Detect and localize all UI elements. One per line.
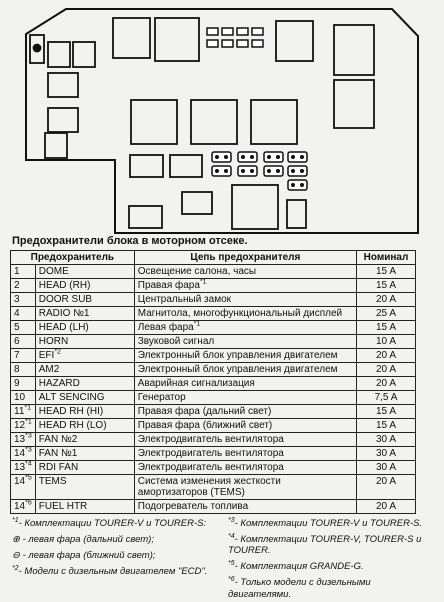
relay-block [334,25,374,75]
fuse-circuit: Правая фара (ближний свет) [134,419,356,433]
fuse-rating: 7,5 A [357,391,416,405]
fuse-rating: 20 A [357,349,416,363]
fuse-name: DOME [35,265,134,279]
fuse-slot [73,42,95,67]
footnote-mark: *1 [24,404,32,412]
fuse-rating: 20 A [357,475,416,500]
fuse-name: HORN [35,335,134,349]
fuse-slot [170,155,202,177]
fuse-name: RDI FAN [35,461,134,475]
fuse-name: HEAD (LH) [35,321,134,335]
fuse-number: 2 [11,279,36,293]
footnote: $^{*5}$- Комплектация GRANDE-G. [228,560,364,573]
fuse-number: 8 [11,363,36,377]
footnote-mark: *1 [193,320,201,328]
fuse-number: 5 [11,321,36,335]
table-row [11,391,416,405]
fuse-number: 14$^{*5}$ [11,475,36,500]
footnote: $^{*1}$- Комплектации TOURER-V и TOURER-S: [12,517,207,530]
fuse-slot [130,155,163,177]
table-row [11,321,416,335]
fuse-slot [48,42,70,67]
footnote-mark: *4 [25,460,32,468]
table-row [11,349,416,363]
table-row [11,447,416,461]
fuse-circuit: Система изменения жесткости амортизаторов (TEMS) [134,475,356,500]
fuse-slot [287,200,306,228]
footnote-mark: *3 [25,446,32,454]
table-row [11,377,416,391]
fuse-circuit: Электронный блок управления двигателем [134,363,356,377]
footnote-mark: *1 [199,278,207,286]
relay-block [155,18,199,61]
fuse-name: FAN №2 [35,433,134,447]
table-row [11,307,416,321]
fuse-number: 4 [11,307,36,321]
fuse-number: 3 [11,293,36,307]
fuse-table-body [11,265,416,514]
footnotes-right [228,515,432,602]
fuse-rating: 30 A [357,461,416,475]
relay-block [191,100,237,144]
column-header-fuse: Предохранитель [11,251,135,265]
fuse-rating: 15 A [357,419,416,433]
relay-block [232,185,278,229]
fuse-number: 9 [11,377,36,391]
fuse-name: HAZARD [35,377,134,391]
fuse-name: FUEL HTR [35,500,134,514]
fuse-rating: 15 A [357,279,416,293]
footnote: $^{*4}$- Комплектации TOURER-V, TOURER-S и TOURER. [228,533,422,557]
footnote-mark: *5 [25,474,32,482]
fuse-rating: 20 A [357,363,416,377]
fuse-box-diagram [0,0,444,234]
fuse-circuit: Магнитола, многофункциональный дисплей [134,307,356,321]
table-row [11,335,416,349]
fuse-rating: 20 A [357,377,416,391]
fuse-number: 1 [11,265,36,279]
column-header-circuit: Цепь предохранителя [134,251,356,265]
footnote: $^{*6}$- Только модели с дизельными двигателями. [228,576,371,600]
fuse-circuit: Звуковой сигнал [134,335,356,349]
fuse-number: 13$^{*3}$ [11,433,36,447]
fuse-rating: 10 A [357,335,416,349]
fuse-slot [48,73,78,97]
fuse-number: 13$^{*4}$ [11,461,36,475]
fuse-circuit: Подогреватель топлива [134,500,356,514]
footnote: $^{*3}$- Комплектации TOURER-V и TOURER-S. [228,517,423,530]
table-row [11,405,416,419]
table-row [11,279,416,293]
fuse-name: HEAD RH (LO) [35,419,134,433]
table-header-row [11,251,416,265]
fuse-number: 11$^{*1}$ [11,405,36,419]
fuse-name: EFI$^{*2}$ [35,349,134,363]
fuse-circuit: Электродвигатель вентилятора [134,433,356,447]
fuse-rating: 25 A [357,307,416,321]
footnotes-left [12,515,212,580]
fuse-table [10,250,416,514]
relay-block [251,100,297,144]
table-row [11,461,416,475]
footnote: $^{*2}$- Модели с дизельным двигателем "ECD". [12,565,208,578]
fuse-name: HEAD (RH) [35,279,134,293]
fuse-name: HEAD RH (HI) [35,405,134,419]
fuse-circuit: Левая фара$^{*1}$ [134,321,356,335]
fuse-name: ALT SENCING [35,391,134,405]
fuse-circuit: Правая фара$^{*1}$ [134,279,356,293]
mini-fuse-row-top [207,28,263,47]
table-row [11,475,416,500]
column-header-rating: Номинал [357,251,416,265]
footnote-mark: *2 [54,348,61,356]
fuse-slot [45,133,67,158]
fuse-circuit: Генератор [134,391,356,405]
fuse-number: 14$^{*3}$ [11,447,36,461]
fuse-circuit: Электронный блок управления двигателем [134,349,356,363]
table-row [11,433,416,447]
table-row [11,265,416,279]
footnote-mark: *6 [25,499,32,507]
fuse-rating: 15 A [357,265,416,279]
relay-block [276,21,313,61]
fuse-name: AM2 [35,363,134,377]
table-row [11,293,416,307]
fuse-circuit: Правая фара (дальний свет) [134,405,356,419]
fuse-slot [129,206,162,228]
fuse-rating: 30 A [357,433,416,447]
table-row [11,363,416,377]
fuse-rating: 15 A [357,321,416,335]
table-title: Предохранители блока в моторном отсеке. [12,235,248,247]
fuse-number: 12$^{*1}$ [11,419,36,433]
fuse-circuit: Освещение салона, часы [134,265,356,279]
relay-block [334,80,374,128]
fuse-slot [182,192,212,214]
fuse-slot-mark [34,45,41,52]
fuse-circuit: Электродвигатель вентилятора [134,447,356,461]
fuse-name: FAN №1 [35,447,134,461]
fuse-name: TEMS [35,475,134,500]
fuse-rating: 20 A [357,500,416,514]
fuse-number: 6 [11,335,36,349]
fuse-rating: 30 A [357,447,416,461]
table-row [11,419,416,433]
fuse-circuit: Электродвигатель вентилятора [134,461,356,475]
fuse-name: DOOR SUB [35,293,134,307]
table-row [11,500,416,514]
relay-block [113,18,150,58]
footnote-mark: *3 [25,432,32,440]
fuse-number: 10 [11,391,36,405]
fuse-number: 14$^{*6}$ [11,500,36,514]
fuse-circuit: Центральный замок [134,293,356,307]
fuse-rating: 20 A [357,293,416,307]
footnote: ⊕ - левая фара (дальний свет); [12,534,154,546]
footnote-mark: *1 [25,418,32,426]
relay-block [131,100,177,144]
fuse-circuit: Аварийная сигнализация [134,377,356,391]
fuse-name: RADIO №1 [35,307,134,321]
fuse-number: 7 [11,349,36,363]
fuse-slot [48,108,78,132]
fuse-rating: 15 A [357,405,416,419]
footnote: ⊖ - левая фара (ближний свет); [12,550,156,562]
